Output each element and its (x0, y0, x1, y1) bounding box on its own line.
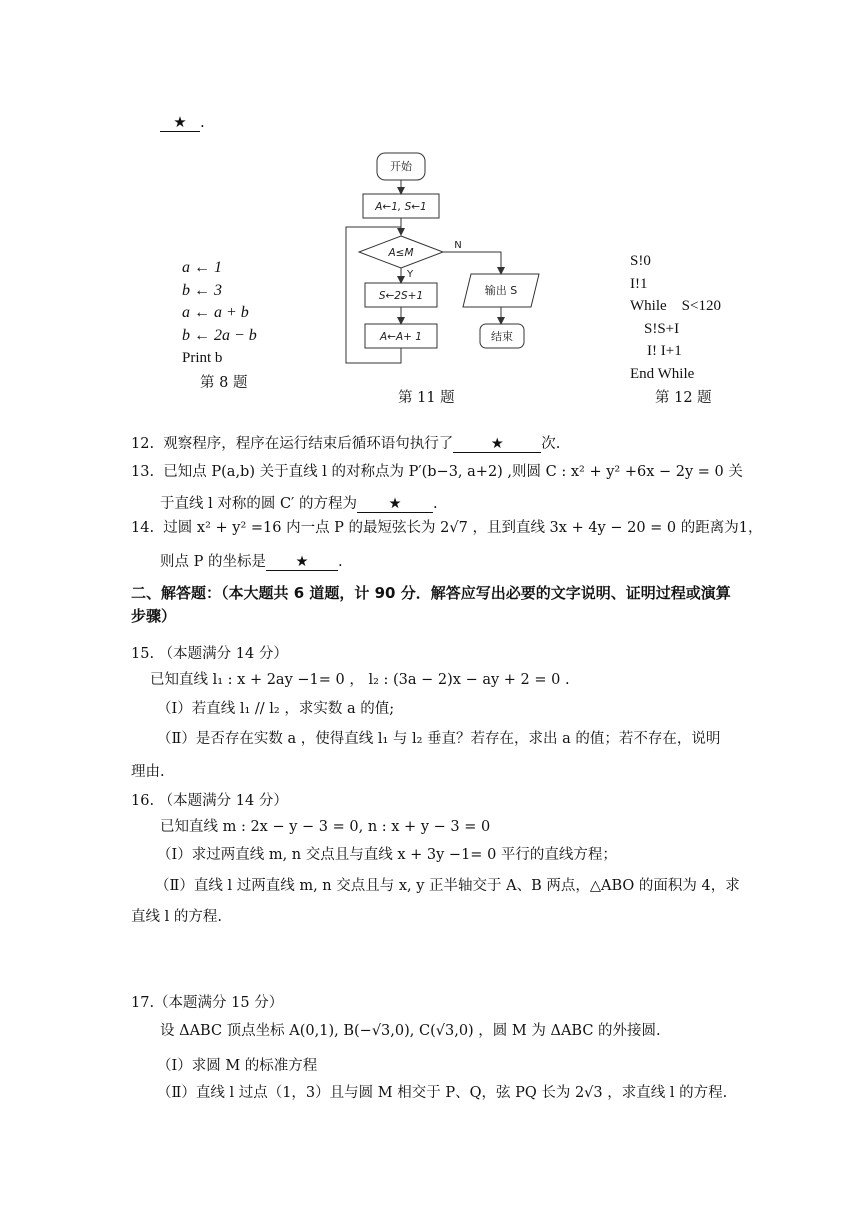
question-15-part2-cont: 理由. (131, 764, 165, 780)
question-number: 13. (131, 464, 155, 480)
question-15 (131, 644, 288, 664)
question-13 (131, 460, 743, 481)
question-15-given: 已知直线 l₁ : x + 2ay −1= 0 ， l₂ : (3a − 2)x − ay + 2 = 0 . (150, 672, 570, 688)
question-17-part2: （Ⅱ）直线 l 过点（1，3）且与圆 M 相交于 P、Q，弦 PQ 长为 2√3 ，求直线 l 的方程. (157, 1085, 728, 1101)
program-12-line: While S<120 (630, 298, 721, 314)
question-16-part2: （Ⅱ）直线 l 过两直线 m, n 交点且与 x, y 正半轴交于 A、B 两点，△ABO 的面积为 4，求 (155, 878, 740, 894)
answer-blank (266, 554, 338, 571)
question-text: 观察程序，程序在运行结束后循环语句执行了 (163, 436, 454, 452)
question-13-line2: 于直线 l 对称的圆 C′ 的方程为 ★ . (160, 496, 438, 512)
program-12-line: I!1 (630, 275, 648, 292)
flow-output-label: 输出 S (484, 284, 518, 297)
question-17-part1: （Ⅰ）求圆 M 的标准方程 (157, 1058, 318, 1074)
question-text: 过圆 x² + y² =16 内一点 P 的最短弦长为 2√7 ，且到直线 3x + 4y − 20 = 0 的距离为1， (163, 520, 763, 536)
flow-end-label: 结束 (491, 330, 513, 343)
answer-blank (160, 113, 200, 132)
star-icon: ★ (173, 113, 187, 131)
question-number: 12. (131, 436, 155, 452)
question-14 (131, 516, 763, 537)
program-8 (182, 257, 257, 370)
flow-init-label: A←1, S←1 (375, 201, 427, 213)
question-number: 14. (131, 520, 155, 536)
answer-blank (453, 436, 541, 453)
flow-condition-label: A≤M (388, 247, 414, 259)
program-12-line: End While (630, 365, 695, 382)
question-16-given: 已知直线 m : 2x − y − 3 = 0, n : x + y − 3 = 0 (160, 819, 491, 835)
answer-blank (357, 496, 433, 513)
flow-body2-label: A←A+ 1 (380, 331, 422, 343)
program-12-line: I! I+1 (647, 343, 682, 359)
question-15-part1: （Ⅰ）若直线 l₁ // l₂ ，求实数 a 的值; (157, 701, 395, 717)
question-16-header: 16. （本题满分 14 分） (131, 793, 288, 809)
program-8-line: Print b (182, 350, 223, 366)
section-heading: 二、解答题：（本大题共 6 道题，计 90 分．解答应写出必要的文字说明、证明过程或演算 步骤） (131, 584, 731, 625)
program-12-line: S!S+I (644, 320, 680, 337)
flowchart-11 (343, 148, 543, 373)
caption-12: 第 12 题 (655, 390, 712, 406)
question-14-line2: 则点 P 的坐标是 ★ . (160, 554, 343, 570)
program-12-line: S!0 (630, 253, 651, 269)
caption-8: 第 8 题 (200, 375, 248, 391)
flow-no-label: N (454, 240, 462, 251)
top-fragment: ★ . (160, 113, 205, 132)
star-icon: ★ (490, 436, 504, 452)
program-8-line: b ← 2a − b (182, 326, 257, 344)
question-17-header: 17.（本题满分 15 分） (131, 995, 284, 1011)
question-12: 12. 观察程序，程序在运行结束后循环语句执行了 ★ 次. (131, 436, 561, 452)
question-17-given: 设 ΔABC 顶点坐标 A(0,1), B(−√3,0), C(√3,0) ，圆 M 为 ΔABC 的外接圆. (160, 1023, 661, 1039)
question-15-part2: （Ⅱ）是否存在实数 a ，使得直线 l₁ 与 l₂ 垂直？若存在，求出 a 的值；若不存在，说明 (157, 731, 721, 747)
caption-11: 第 11 题 (398, 390, 455, 406)
question-16-part1: （Ⅰ）求过两直线 m, n 交点且与直线 x + 3y −1= 0 平行的直线方程； (157, 847, 617, 863)
program-8-line: a ← a + b (182, 304, 249, 321)
flow-yes-label: Y (406, 269, 414, 280)
question-header: 15. （本题满分 14 分） (131, 646, 288, 662)
star-icon: ★ (295, 554, 309, 570)
star-icon: ★ (388, 496, 402, 512)
question-text: 已知点 P(a,b) 关于直线 l 的对称点为 P′(b−3, a+2) ,则圆 C : x² + y² +6x − 2y = 0 关 (163, 464, 743, 480)
flow-start-label: 开始 (390, 160, 412, 173)
program-8-line: b ← 3 (182, 281, 222, 299)
question-16-part2-cont: 直线 l 的方程. (131, 909, 222, 925)
flow-body1-label: S←2S+1 (378, 290, 424, 302)
program-8-line: a ← 1 (182, 259, 222, 276)
program-12 (630, 250, 721, 385)
